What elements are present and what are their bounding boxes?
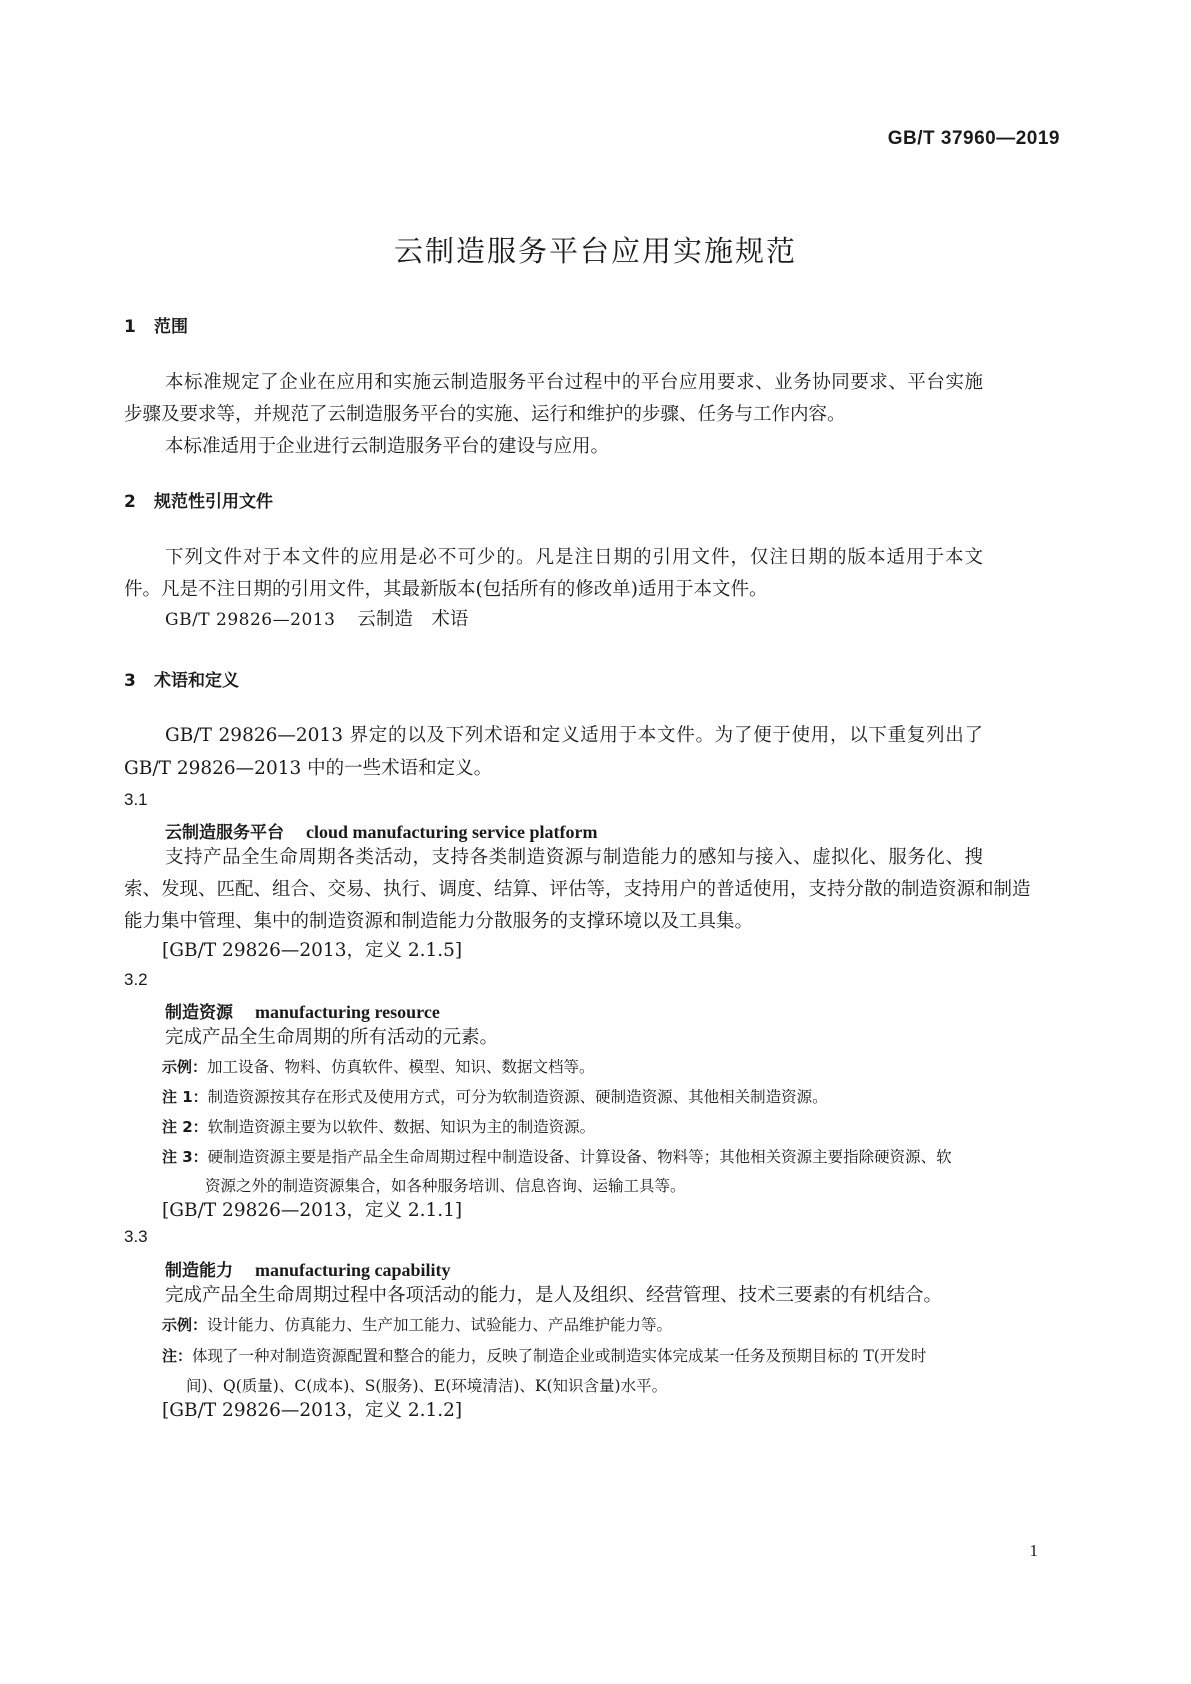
reference-title: 云制造 术语 [357,609,469,630]
page-number: 1 [1029,1541,1038,1560]
term-example [162,1052,595,1082]
example-label: 示例： [162,1058,208,1076]
section-2-heading [124,487,273,512]
paragraph-line: 件。凡是不注日期的引用文件，其最新版本(包括所有的修改单)适用于本文件。 [124,579,768,600]
note-text: 软制造资源主要为以软件、数据、知识为主的制造资源。 [207,1118,596,1136]
paragraph-line: 本标准规定了企业在应用和实施云制造服务平台过程中的平台应用要求、业务协同要求、平台实施 [165,372,983,393]
term-en: manufacturing resource [255,1002,440,1022]
term-example [162,1310,672,1340]
paragraph-line: GB/T 29826—2013 中的一些术语和定义。 [124,758,493,779]
paragraph-line: 本标准适用于企业进行云制造服务平台的建设与应用。 [165,436,610,457]
term-number: 3.3 [124,1227,148,1246]
definition-line: 能力集中管理、集中的制造资源和制造能力分散服务的支撑环境以及工具集。 [124,911,754,932]
note-text: 体现了一种对制造资源配置和整合的能力，反映了制造企业或制造实体完成某一任务及预期目标的 T(开发时 [192,1347,927,1365]
example-label: 示例： [162,1316,208,1334]
term-en: manufacturing capability [255,1260,451,1280]
note-text: 制造资源按其存在形式及使用方式，可分为软制造资源、硬制造资源、其他相关制造资源。 [207,1088,828,1106]
page-title: 云制造服务平台应用实施规范 [393,234,797,268]
definition-line: 索、发现、匹配、组合、交易、执行、调度、结算、评估等，支持用户的普适使用，支持分散的制造资源和制造 [124,879,1031,900]
note-label: 注 2： [162,1118,208,1136]
section-title: 规范性引用文件 [154,492,273,512]
definition-line: 完成产品全生命周期的所有活动的元素。 [165,1027,499,1048]
section-number: 1 [124,317,136,337]
definition-line: 支持产品全生命周期各类活动，支持各类制造资源与制造能力的感知与接入、虚拟化、服务化、搜 [165,847,983,868]
term-heading [165,818,597,843]
term-heading [165,998,440,1023]
term-number: 3.1 [124,790,148,809]
note-continuation: 资源之外的制造资源集合，如各种服务培训、信息咨询、运输工具等。 [205,1177,686,1195]
term-source: [GB/T 29826—2013，定义 2.1.2] [162,1400,463,1421]
example-text: 设计能力、仿真能力、生产加工能力、试验能力、产品维护能力等。 [207,1316,673,1334]
term-note [162,1142,952,1172]
term-note [162,1082,828,1112]
term-cn: 制造能力 [165,1261,233,1281]
note-continuation: 间)、Q(质量)、C(成本)、S(服务)、E(环境清洁)、K(知识含量)水平。 [186,1377,668,1395]
section-1-heading [124,312,188,337]
note-label: 注 1： [162,1088,208,1106]
section-title: 术语和定义 [154,671,239,691]
note-text: 硬制造资源主要是指产品全生命周期过程中制造设备、计算设备、物料等；其他相关资源主要指除硬资源、软 [207,1148,952,1166]
standard-number: GB/T 37960—2019 [887,128,1060,149]
term-heading [165,1256,451,1281]
paragraph-line: 步骤及要求等，并规范了云制造服务平台的实施、运行和维护的步骤、任务与工作内容。 [124,404,846,425]
term-source: [GB/T 29826—2013，定义 2.1.5] [162,940,463,961]
term-note [162,1112,595,1142]
section-title: 范围 [154,317,188,337]
definition-line: 完成产品全生命周期过程中各项活动的能力，是人及组织、经营管理、技术三要素的有机结合。 [165,1285,943,1306]
paragraph-line: 下列文件对于本文件的应用是必不可少的。凡是注日期的引用文件，仅注日期的版本适用于本文 [165,547,983,568]
term-en: cloud manufacturing service platform [306,822,598,842]
note-label: 注： [162,1347,193,1365]
example-text: 加工设备、物料、仿真软件、模型、知识、数据文档等。 [207,1058,595,1076]
term-cn: 制造资源 [165,1003,233,1023]
note-label: 注 3： [162,1148,208,1166]
term-source: [GB/T 29826—2013，定义 2.1.1] [162,1200,463,1221]
term-number: 3.2 [124,970,148,989]
section-3-heading [124,666,239,691]
reference-code: GB/T 29826—2013 [165,610,336,630]
section-number: 2 [124,492,136,512]
normative-reference [165,603,468,637]
term-cn: 云制造服务平台 [165,823,284,843]
term-note [162,1341,926,1371]
paragraph-line: GB/T 29826—2013 界定的以及下列术语和定义适用于本文件。为了便于使用，以下重复列出了 [165,725,983,746]
section-number: 3 [124,671,136,691]
